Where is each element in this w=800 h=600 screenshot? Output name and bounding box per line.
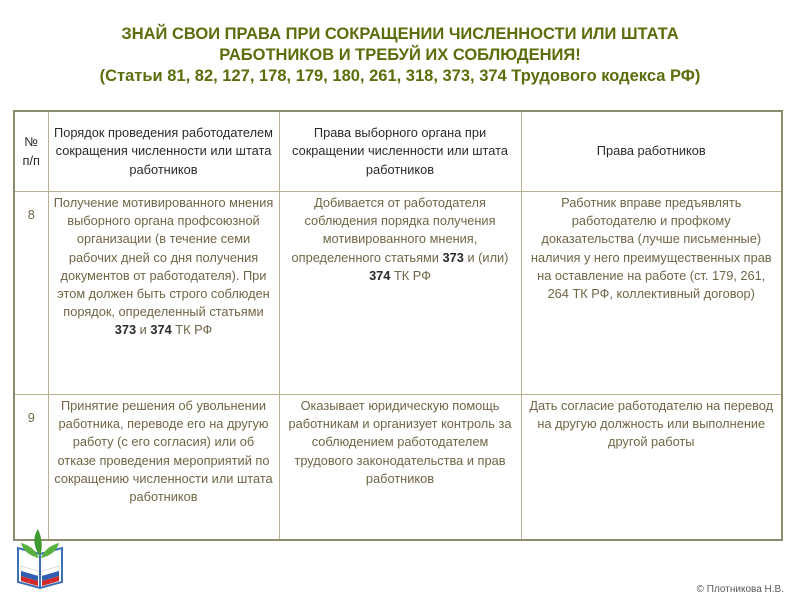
- code-suffix: ТК РФ: [393, 267, 431, 283]
- header-worker-rights: Права работников: [521, 111, 782, 192]
- header-procedure: Порядок проведения работодателем сокращения численности или штата работников: [48, 111, 279, 192]
- rights-table: [13, 110, 783, 541]
- page-title: [40, 24, 760, 87]
- title-line-3: (Статьи 81, 82, 127, 178, 179, 180, 261, 318, 373, 374 Трудового кодекса РФ): [99, 67, 701, 85]
- title-line-2: РАБОТНИКОВ И ТРЕБУЙ ИХ СОБЛЮДЕНИЯ!: [219, 46, 581, 64]
- procedure-cell: [48, 192, 279, 395]
- article-ref: 374: [150, 322, 172, 338]
- row-number: 8: [14, 192, 48, 395]
- procedure-cell: Принятие решения об увольнении работника, переводе его на другую работу (с его согласия) или об отказе проведения мероприятий по сокращению численности или штата работников: [48, 395, 279, 541]
- conjunction: и: [139, 322, 147, 338]
- header-num: № п/п: [14, 111, 48, 192]
- worker-rights-cell: Работник вправе предъявлять работодателю и профкому доказательства (лучше письменные) наличия у него преимущественных прав на оставление на работе (ст. 179, 261, 264 ТК РФ, коллективный договор): [521, 192, 782, 395]
- rights-table-container: [13, 110, 781, 541]
- article-ref: 373: [442, 249, 464, 265]
- header-union-rights: Права выборного органа при сокращении численности или штата работников: [279, 111, 521, 192]
- table-row: [14, 192, 782, 395]
- table-row: [14, 395, 782, 541]
- procedure-note: При этом должен быть строго соблюден порядок, определенный статьями: [57, 267, 270, 320]
- article-ref: 374: [369, 267, 391, 283]
- procedure-text: Получение мотивированного мнения выборного органа профсоюзной организации (в течение семи рабочих дней со дня получения документов от работодателя).: [53, 195, 274, 283]
- title-line-1: ЗНАЙ СВОИ ПРАВА ПРИ СОКРАЩЕНИИ ЧИСЛЕННОСТИ ИЛИ ШТАТА: [121, 25, 679, 43]
- article-ref: 373: [114, 322, 137, 338]
- worker-rights-cell: Дать согласие работодателю на перевод на другую должность или выполнение другой работы: [521, 395, 782, 541]
- copyright-notice: © Плотникова Н.В.: [696, 584, 784, 595]
- table-header-row: [14, 111, 782, 192]
- row-number: 9: [14, 395, 48, 541]
- union-rights-cell: Оказывает юридическую помощь работникам и организует контроль за соблюдением работодателем трудового законодательства и прав работников: [279, 395, 521, 541]
- trade-union-emblem-icon: [12, 526, 68, 590]
- union-rights-cell: [279, 192, 521, 395]
- conjunction: и (или): [467, 249, 509, 265]
- code-suffix: ТК РФ: [175, 322, 213, 338]
- union-text: Добивается от работодателя соблюдения порядка получения мотивированного мнения, определенного статьями: [291, 195, 496, 265]
